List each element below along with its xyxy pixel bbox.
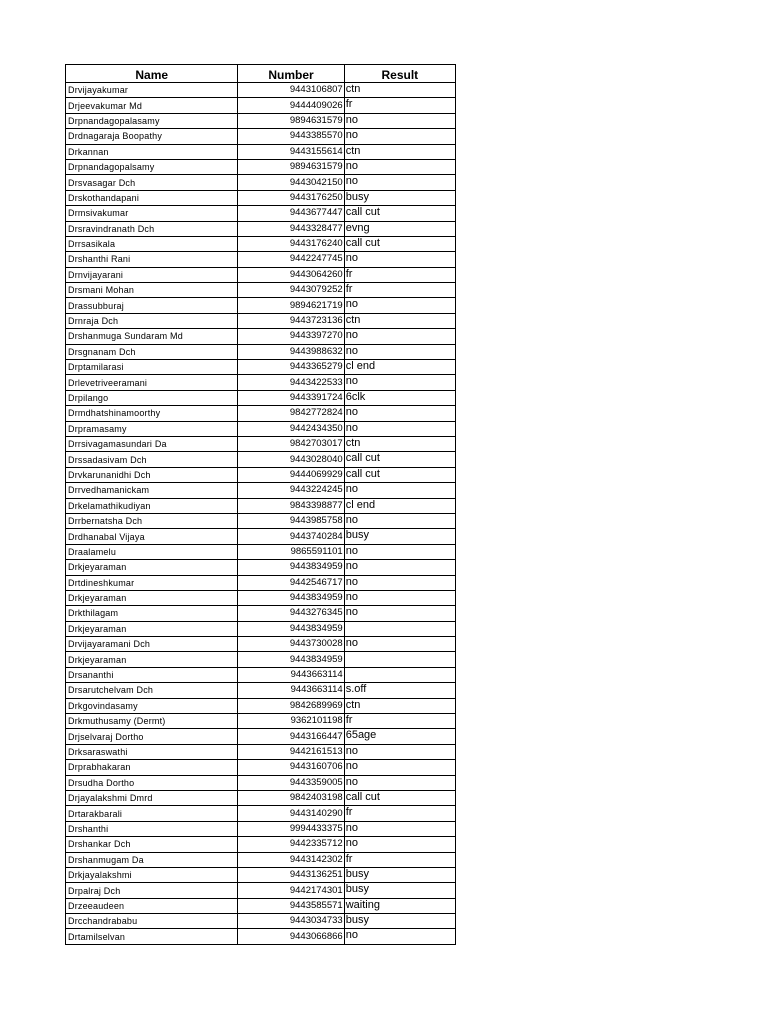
- number-cell: 9443422533: [238, 375, 344, 390]
- result-cell: fr: [344, 714, 455, 729]
- name-cell: Drkjeyaraman: [66, 590, 238, 605]
- result-cell: ctn: [344, 83, 455, 98]
- number-cell: 9443028040: [238, 452, 344, 467]
- name-cell: Drsmani Mohan: [66, 283, 238, 298]
- table-row: [66, 190, 456, 205]
- name-cell: Drnraja Dch: [66, 313, 238, 328]
- name-cell: Drsananthi: [66, 667, 238, 682]
- result-cell: ctn: [344, 698, 455, 713]
- result-cell: no: [344, 544, 455, 559]
- name-cell: Drshankar Dch: [66, 837, 238, 852]
- table-row: [66, 744, 456, 759]
- table-row: [66, 837, 456, 852]
- table-row: [66, 436, 456, 451]
- table-row: [66, 513, 456, 528]
- result-cell: fr: [344, 852, 455, 867]
- result-cell: no: [344, 760, 455, 775]
- name-cell: Drzeeaudeen: [66, 898, 238, 913]
- name-cell: Drsvasagar Dch: [66, 175, 238, 190]
- result-cell: call cut: [344, 467, 455, 482]
- name-cell: Drtdineshkumar: [66, 575, 238, 590]
- table-row: [66, 575, 456, 590]
- table-row: [66, 344, 456, 359]
- result-cell: ctn: [344, 436, 455, 451]
- table-row: [66, 113, 456, 128]
- result-cell: no: [344, 575, 455, 590]
- name-cell: Drkjeyaraman: [66, 621, 238, 636]
- result-cell: call cut: [344, 452, 455, 467]
- table-row: [66, 821, 456, 836]
- table-row: [66, 483, 456, 498]
- name-cell: Drjayalakshmi Dmrd: [66, 790, 238, 805]
- result-cell: busy: [344, 867, 455, 882]
- table-row: [66, 98, 456, 113]
- result-cell: no: [344, 929, 455, 944]
- result-cell: ctn: [344, 144, 455, 159]
- result-cell: no: [344, 159, 455, 174]
- table-row: [66, 452, 456, 467]
- number-cell: 9442161513: [238, 744, 344, 759]
- name-cell: Drkelamathikudiyan: [66, 498, 238, 513]
- name-cell: Drkthilagam: [66, 606, 238, 621]
- name-cell: Drsravindranath Dch: [66, 221, 238, 236]
- result-cell: no: [344, 637, 455, 652]
- table-row: [66, 252, 456, 267]
- result-cell: [344, 652, 455, 667]
- name-cell: Drksaraswathi: [66, 744, 238, 759]
- name-cell: Drmdhatshinamoorthy: [66, 406, 238, 421]
- table-row: [66, 852, 456, 867]
- result-cell: evng: [344, 221, 455, 236]
- table-row: [66, 898, 456, 913]
- table-row: [66, 83, 456, 98]
- table-row: [66, 560, 456, 575]
- table-row: [66, 698, 456, 713]
- number-cell: 9443730028: [238, 637, 344, 652]
- table-row: [66, 498, 456, 513]
- number-cell: 9443985758: [238, 513, 344, 528]
- result-cell: no: [344, 175, 455, 190]
- result-cell: [344, 621, 455, 636]
- number-cell: 9443834959: [238, 590, 344, 605]
- number-cell: 9443663114: [238, 667, 344, 682]
- number-cell: 9843398877: [238, 498, 344, 513]
- result-cell: busy: [344, 190, 455, 205]
- number-cell: 9865591101: [238, 544, 344, 559]
- table-row: [66, 421, 456, 436]
- name-cell: Drpramasamy: [66, 421, 238, 436]
- name-cell: Drnvijayarani: [66, 267, 238, 282]
- number-cell: 9443224245: [238, 483, 344, 498]
- number-cell: 9443176250: [238, 190, 344, 205]
- name-cell: Drrvedhamanickam: [66, 483, 238, 498]
- name-cell: Drkjayalakshmi: [66, 867, 238, 882]
- table-row: [66, 929, 456, 944]
- result-cell: no: [344, 375, 455, 390]
- table-row: [66, 760, 456, 775]
- table-row: [66, 790, 456, 805]
- number-cell: 9443160706: [238, 760, 344, 775]
- number-cell: 9442434350: [238, 421, 344, 436]
- table-row: [66, 883, 456, 898]
- table-row: [66, 283, 456, 298]
- name-cell: Drvkarunanidhi Dch: [66, 467, 238, 482]
- number-column-header: Number: [238, 65, 344, 83]
- name-cell: Drptamilarasi: [66, 360, 238, 375]
- table-row: [66, 360, 456, 375]
- number-cell: 9444069929: [238, 467, 344, 482]
- table-row: [66, 637, 456, 652]
- name-cell: Drpnandagopalsamy: [66, 159, 238, 174]
- table-row: [66, 867, 456, 882]
- number-cell: 9443276345: [238, 606, 344, 621]
- table-row: [66, 236, 456, 251]
- name-cell: Drrbernatsha Dch: [66, 513, 238, 528]
- number-cell: 9443034733: [238, 914, 344, 929]
- name-cell: Drjeevakumar Md: [66, 98, 238, 113]
- number-cell: 9443834959: [238, 621, 344, 636]
- table-row: [66, 652, 456, 667]
- result-cell: s.off: [344, 683, 455, 698]
- number-cell: 9443740284: [238, 529, 344, 544]
- name-cell: Drshanmugam Da: [66, 852, 238, 867]
- name-cell: Drdnagaraja Boopathy: [66, 129, 238, 144]
- number-cell: 9443142302: [238, 852, 344, 867]
- result-cell: 65age: [344, 729, 455, 744]
- result-cell: cl end: [344, 498, 455, 513]
- result-cell: 6clk: [344, 390, 455, 405]
- name-column-header: Name: [66, 65, 238, 83]
- number-cell: 9443834959: [238, 652, 344, 667]
- result-cell: no: [344, 113, 455, 128]
- name-cell: Drcchandrababu: [66, 914, 238, 929]
- table-row: [66, 775, 456, 790]
- result-cell: waiting: [344, 898, 455, 913]
- name-cell: Drkmuthusamy (Dermt): [66, 714, 238, 729]
- number-cell: 9443677447: [238, 206, 344, 221]
- table-row: [66, 267, 456, 282]
- name-cell: Drtamilselvan: [66, 929, 238, 944]
- table-row: [66, 606, 456, 621]
- result-cell: ctn: [344, 313, 455, 328]
- table-row: [66, 175, 456, 190]
- number-cell: 9443663114: [238, 683, 344, 698]
- result-cell: no: [344, 252, 455, 267]
- table-row: [66, 590, 456, 605]
- table-row: [66, 129, 456, 144]
- name-cell: Drpnandagopalasamy: [66, 113, 238, 128]
- result-cell: busy: [344, 883, 455, 898]
- number-cell: 9443328477: [238, 221, 344, 236]
- result-cell: call cut: [344, 790, 455, 805]
- name-cell: Drshanthi Rani: [66, 252, 238, 267]
- result-cell: busy: [344, 529, 455, 544]
- table-row: [66, 529, 456, 544]
- result-cell: no: [344, 590, 455, 605]
- name-cell: Drvijayaramani Dch: [66, 637, 238, 652]
- result-cell: no: [344, 744, 455, 759]
- result-cell: no: [344, 421, 455, 436]
- number-cell: 9443365279: [238, 360, 344, 375]
- table-row: [66, 390, 456, 405]
- name-cell: Drsudha Dortho: [66, 775, 238, 790]
- name-cell: Drsarutchelvam Dch: [66, 683, 238, 698]
- result-cell: busy: [344, 914, 455, 929]
- name-cell: Drpalraj Dch: [66, 883, 238, 898]
- number-cell: 9842703017: [238, 436, 344, 451]
- number-cell: 9894621719: [238, 298, 344, 313]
- result-cell: fr: [344, 806, 455, 821]
- name-cell: Drjselvaraj Dortho: [66, 729, 238, 744]
- name-cell: Drdhanabal Vijaya: [66, 529, 238, 544]
- name-cell: Drssadasivam Dch: [66, 452, 238, 467]
- name-cell: Drkgovindasamy: [66, 698, 238, 713]
- number-cell: 9443140290: [238, 806, 344, 821]
- number-cell: 9443176240: [238, 236, 344, 251]
- name-cell: Drshanmuga Sundaram Md: [66, 329, 238, 344]
- result-cell: fr: [344, 283, 455, 298]
- number-cell: 9443166447: [238, 729, 344, 744]
- name-cell: Drvijayakumar: [66, 83, 238, 98]
- name-cell: Drrsivagamasundari Da: [66, 436, 238, 451]
- name-cell: Drskothandapani: [66, 190, 238, 205]
- result-cell: no: [344, 129, 455, 144]
- result-cell: cl end: [344, 360, 455, 375]
- number-cell: 9842772824: [238, 406, 344, 421]
- number-cell: 9842403198: [238, 790, 344, 805]
- table-row: [66, 667, 456, 682]
- table-row: [66, 144, 456, 159]
- result-cell: no: [344, 483, 455, 498]
- number-cell: 9443723136: [238, 313, 344, 328]
- number-cell: 9443585571: [238, 898, 344, 913]
- table-row: [66, 683, 456, 698]
- name-cell: Drkjeyaraman: [66, 560, 238, 575]
- number-cell: 9842689969: [238, 698, 344, 713]
- table-row: [66, 621, 456, 636]
- number-cell: 9443359005: [238, 775, 344, 790]
- number-cell: 9442174301: [238, 883, 344, 898]
- result-cell: no: [344, 344, 455, 359]
- result-cell: no: [344, 406, 455, 421]
- name-cell: Draalamelu: [66, 544, 238, 559]
- number-cell: 9444409026: [238, 98, 344, 113]
- header-row: [66, 65, 456, 83]
- name-cell: Drprabhakaran: [66, 760, 238, 775]
- table-row: [66, 375, 456, 390]
- name-cell: Drkannan: [66, 144, 238, 159]
- table-row: [66, 298, 456, 313]
- number-cell: 9443042150: [238, 175, 344, 190]
- table-row: [66, 221, 456, 236]
- name-cell: Drlevetriveeramani: [66, 375, 238, 390]
- number-cell: 9443397270: [238, 329, 344, 344]
- number-cell: 9442546717: [238, 575, 344, 590]
- number-cell: 9443155614: [238, 144, 344, 159]
- name-cell: Drassubburaj: [66, 298, 238, 313]
- result-cell: no: [344, 329, 455, 344]
- result-cell: [344, 667, 455, 682]
- number-cell: 9443391724: [238, 390, 344, 405]
- name-cell: Drshanthi: [66, 821, 238, 836]
- table-row: [66, 729, 456, 744]
- result-cell: call cut: [344, 206, 455, 221]
- result-cell: fr: [344, 267, 455, 282]
- result-cell: call cut: [344, 236, 455, 251]
- name-cell: Drmsivakumar: [66, 206, 238, 221]
- number-cell: 9362101198: [238, 714, 344, 729]
- result-cell: no: [344, 560, 455, 575]
- table-body: [66, 83, 456, 945]
- result-cell: no: [344, 821, 455, 836]
- result-column-header: Result: [344, 65, 455, 83]
- number-cell: 9894631579: [238, 113, 344, 128]
- table-row: [66, 914, 456, 929]
- name-cell: Drrsasikala: [66, 236, 238, 251]
- number-cell: 9443064260: [238, 267, 344, 282]
- number-cell: 9994433375: [238, 821, 344, 836]
- number-cell: 9443106807: [238, 83, 344, 98]
- name-cell: Drkjeyaraman: [66, 652, 238, 667]
- name-cell: Drtarakbarali: [66, 806, 238, 821]
- number-cell: 9443066866: [238, 929, 344, 944]
- number-cell: 9443079252: [238, 283, 344, 298]
- table-row: [66, 313, 456, 328]
- number-cell: 9894631579: [238, 159, 344, 174]
- table-row: [66, 159, 456, 174]
- result-cell: no: [344, 513, 455, 528]
- table-row: [66, 806, 456, 821]
- table-row: [66, 714, 456, 729]
- number-cell: 9442247745: [238, 252, 344, 267]
- table-row: [66, 329, 456, 344]
- name-cell: Drpilango: [66, 390, 238, 405]
- table-row: [66, 544, 456, 559]
- table-row: [66, 406, 456, 421]
- result-cell: no: [344, 606, 455, 621]
- result-cell: fr: [344, 98, 455, 113]
- number-cell: 9443988632: [238, 344, 344, 359]
- number-cell: 9443136251: [238, 867, 344, 882]
- result-cell: no: [344, 298, 455, 313]
- table-row: [66, 467, 456, 482]
- result-cell: no: [344, 837, 455, 852]
- number-cell: 9443834959: [238, 560, 344, 575]
- table-row: [66, 206, 456, 221]
- number-cell: 9443385570: [238, 129, 344, 144]
- name-cell: Drsgnanam Dch: [66, 344, 238, 359]
- result-cell: no: [344, 775, 455, 790]
- contacts-table: [65, 64, 456, 945]
- number-cell: 9442335712: [238, 837, 344, 852]
